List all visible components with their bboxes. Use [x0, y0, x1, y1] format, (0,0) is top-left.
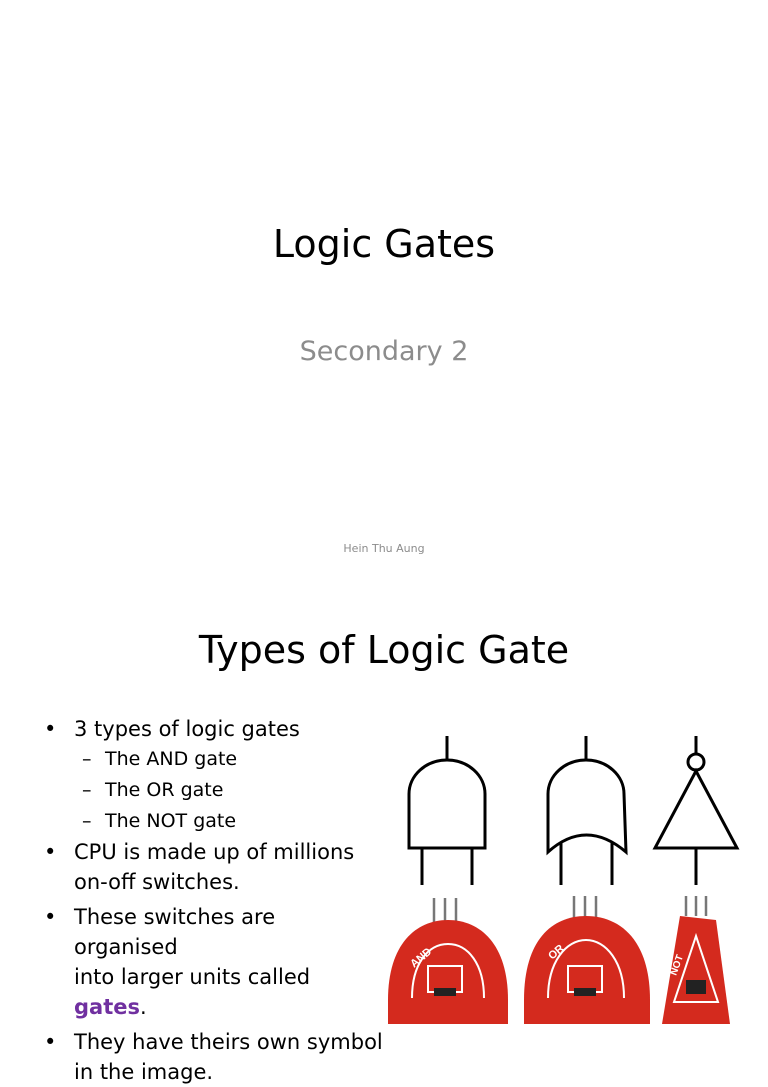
bullet-icon: • [44, 905, 57, 929]
or-board-label: OR [546, 942, 567, 963]
sub-bullet-text: The OR gate [105, 779, 224, 801]
content-slide [0, 576, 768, 1084]
dash-icon: – [82, 779, 92, 801]
slide-heading: Types of Logic Gate [198, 628, 570, 672]
sub-bullet-text: The NOT gate [105, 810, 237, 832]
bullet-icon: • [44, 717, 57, 741]
bullet-text-line2: into larger units called [74, 965, 311, 989]
dash-icon: – [82, 810, 92, 832]
sub-bullet-item [44, 775, 384, 806]
or-gate-board-icon [524, 896, 650, 1024]
slide-subtitle: Secondary 2 [299, 336, 469, 367]
not-gate-symbol-icon [655, 736, 737, 885]
and-gate-symbol-icon [409, 736, 485, 885]
author-name: Hein Thu Aung [343, 542, 425, 555]
or-gate-symbol-icon [548, 736, 626, 885]
not-gate-board-icon [662, 896, 730, 1024]
bullet-item [44, 902, 384, 1022]
bullet-list [44, 714, 384, 1087]
bullet-text-line2: in the image. [74, 1060, 214, 1084]
not-board-label: NOT [668, 953, 687, 978]
bullet-text: 3 types of logic gates [74, 717, 300, 741]
and-board-label: AND [408, 945, 435, 971]
bullet-item [44, 1027, 384, 1087]
bullet-text-line1: These switches are organised [74, 905, 276, 959]
gates-image [384, 730, 768, 1024]
dash-icon: – [82, 748, 92, 770]
bullet-item [44, 714, 384, 744]
bullet-period: . [139, 995, 147, 1019]
sub-bullet-item [44, 806, 384, 837]
sub-bullet-text: The AND gate [105, 748, 238, 770]
bullet-icon: • [44, 1030, 57, 1054]
bullet-item [44, 837, 384, 897]
highlight-word: gates [74, 995, 140, 1019]
bullet-text-line1: They have theirs own symbol [74, 1030, 383, 1054]
slide-title: Logic Gates [272, 222, 496, 266]
sub-bullet-item [44, 744, 384, 775]
bullet-text-line1: CPU is made up of millions [74, 840, 355, 864]
bullet-icon: • [44, 840, 57, 864]
and-gate-board-icon [388, 898, 508, 1024]
bullet-text-line2: on-off switches. [74, 870, 240, 894]
